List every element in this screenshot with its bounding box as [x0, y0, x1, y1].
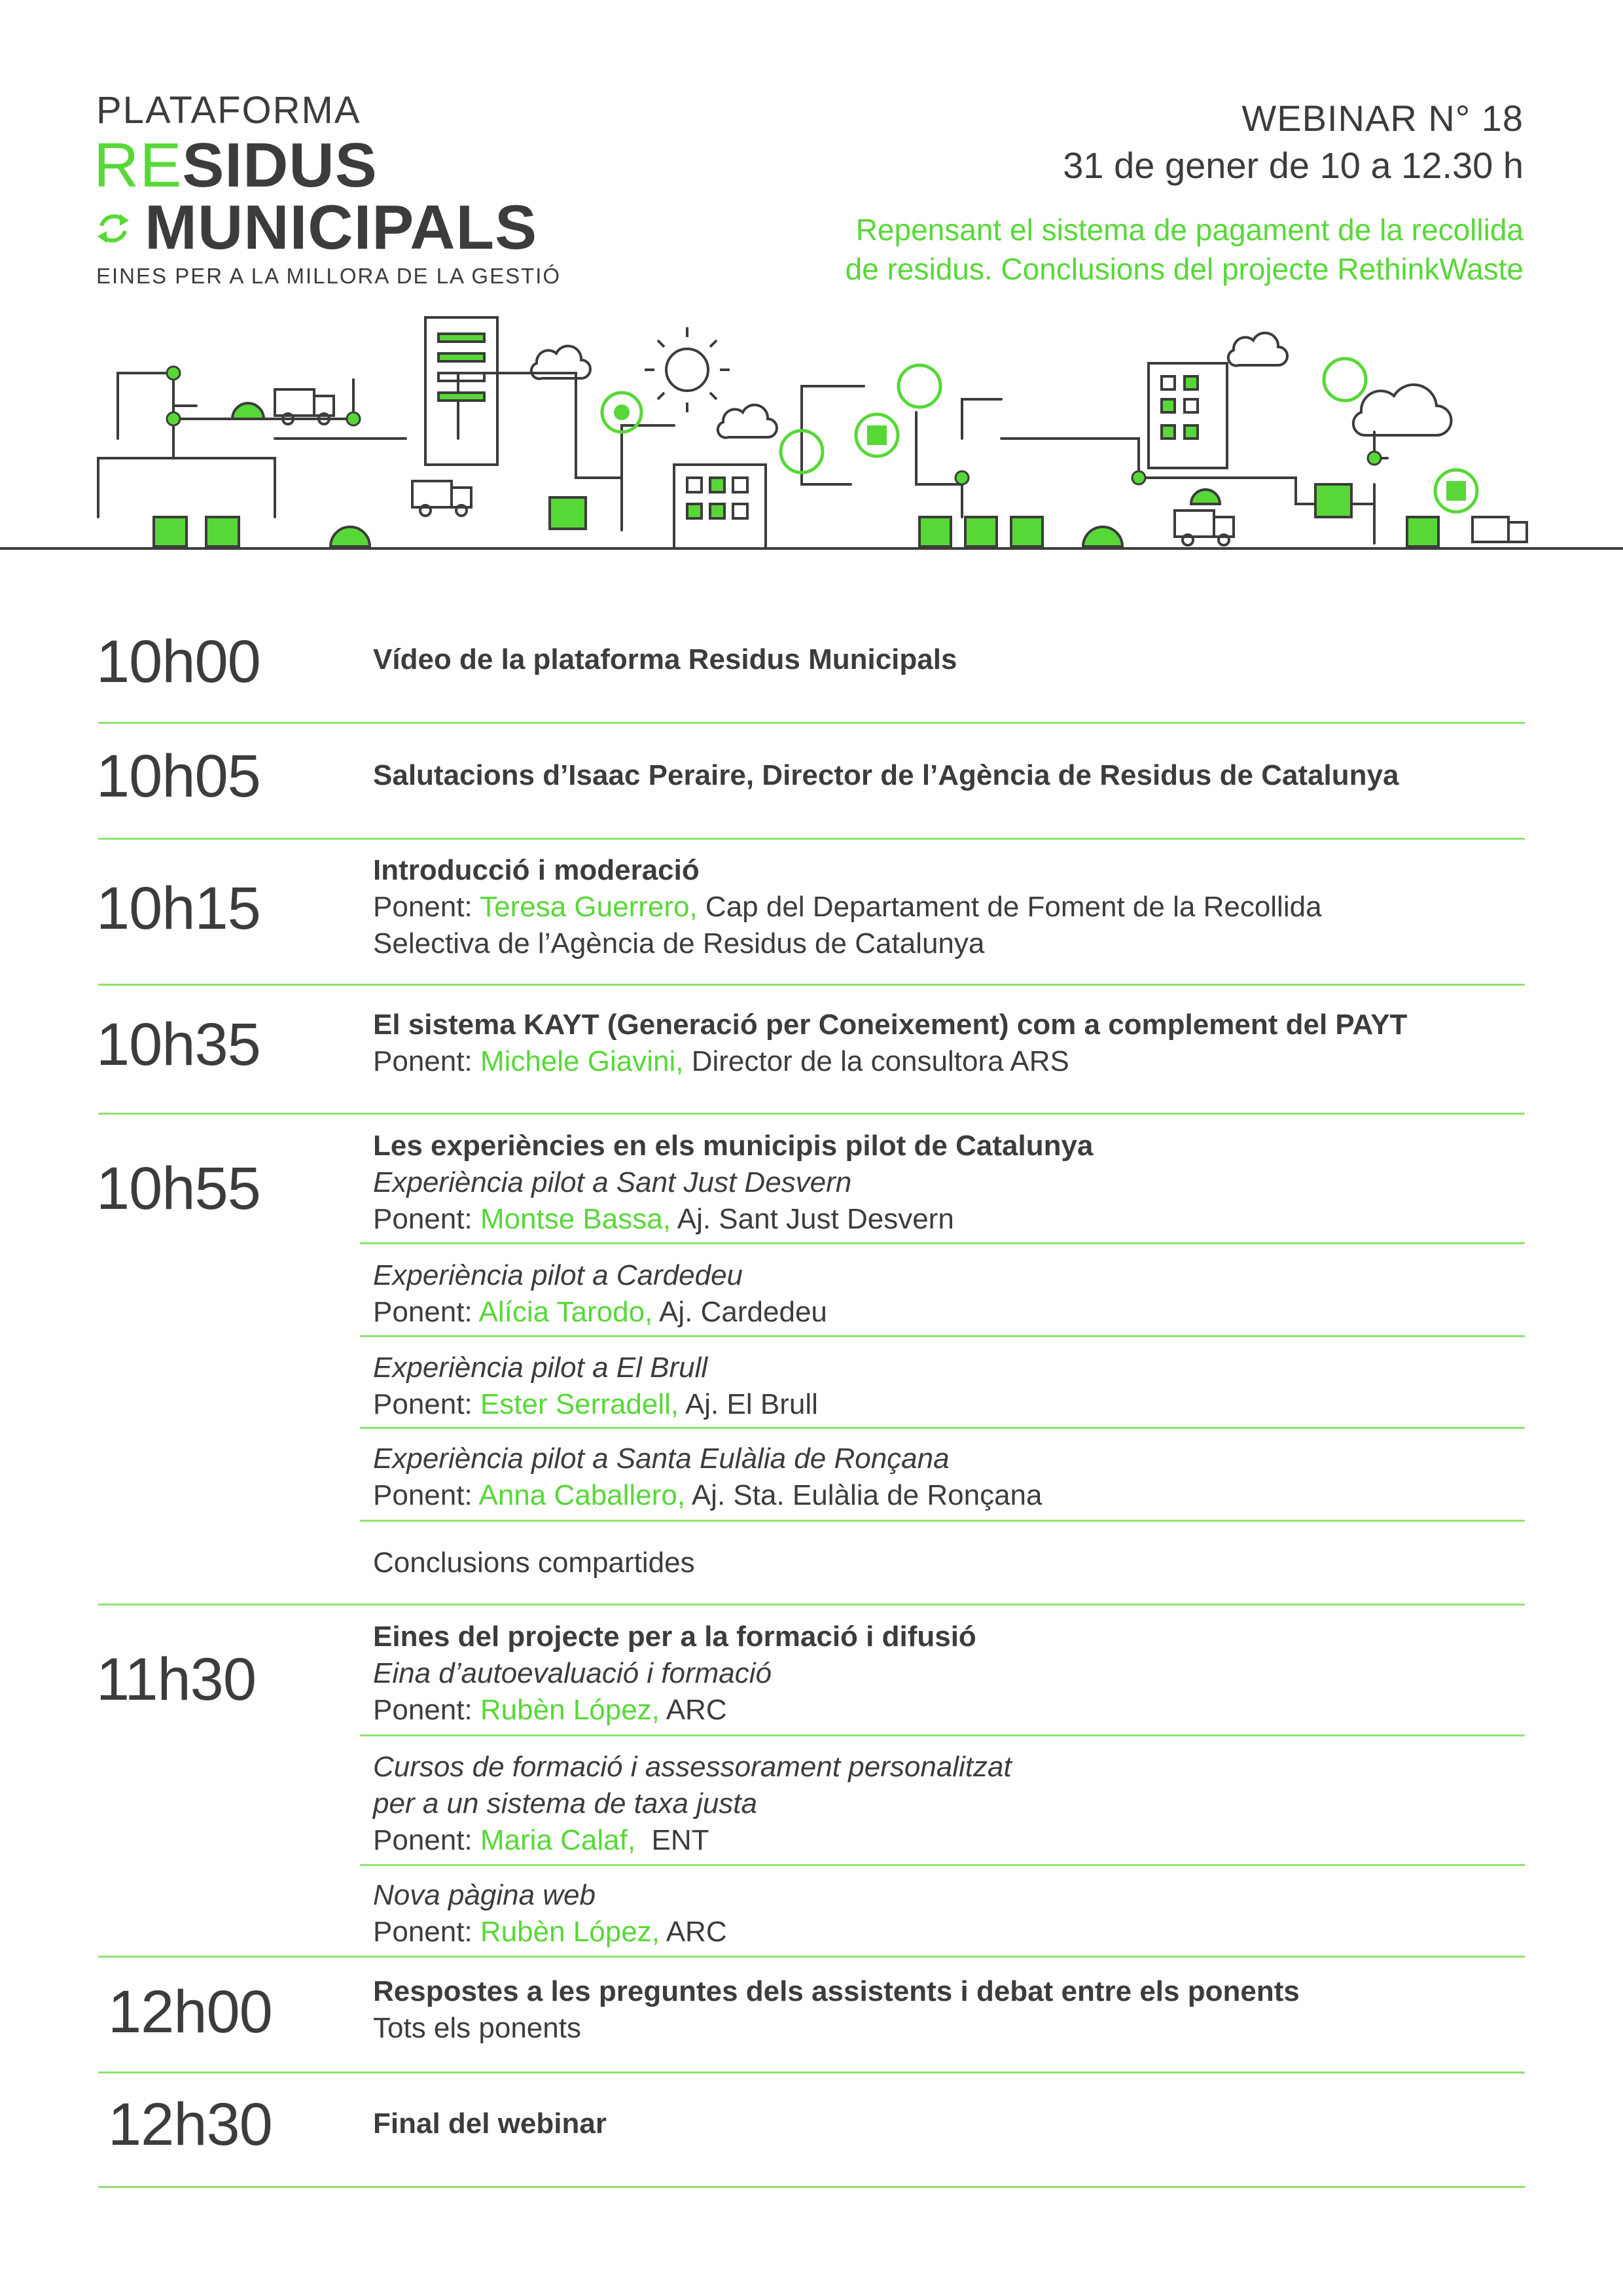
- session-experiencies: [373, 1128, 1525, 1238]
- time-10h35: 10h35: [96, 1011, 260, 1078]
- speaker-role: ARC: [659, 1916, 727, 1948]
- webinar-subtitle: [607, 211, 1524, 289]
- divider: [98, 722, 1525, 724]
- ponent-label: Ponent:: [373, 1916, 480, 1948]
- session-introduccio: [373, 852, 1525, 962]
- speaker-role: Aj. El Brull: [679, 1388, 818, 1420]
- city-waste-illustration: [0, 308, 1623, 556]
- pilot-subtitle: Experiència pilot a Cardedeu: [373, 1259, 743, 1291]
- divider: [98, 838, 1525, 840]
- conclusions: [373, 1545, 1525, 1581]
- divider: [360, 1242, 1525, 1244]
- time-12h30: 12h30: [108, 2091, 272, 2158]
- speaker-name: Alícia Tarodo,: [478, 1296, 653, 1328]
- speaker-name: Rubèn López,: [480, 1694, 660, 1726]
- webinar-date: 31 de gener de 10 a 12.30 h: [1063, 145, 1524, 186]
- session-video: [373, 641, 1525, 678]
- session-salutacions: [373, 757, 1525, 794]
- ponent-label: Ponent:: [373, 1479, 479, 1511]
- logo-line-plataforma: PLATAFORMA: [96, 89, 361, 132]
- time-10h55: 10h55: [96, 1155, 260, 1222]
- pilot-cardedeu: [373, 1257, 1525, 1331]
- session-title: Salutacions d’Isaac Peraire, Director de l’Agència de Residus de Catalunya: [373, 759, 1399, 791]
- session-title: Respostes a les preguntes dels assistents i debat entre els ponents: [373, 1975, 1300, 2007]
- ponent-label: Ponent:: [373, 1388, 480, 1420]
- divider: [98, 1604, 1525, 1605]
- time-10h15: 10h15: [96, 875, 260, 942]
- ponent-label: Ponent:: [373, 1203, 480, 1235]
- webinar-subtitle-line1: Repensant el sistema de pagament de la recollida: [855, 213, 1524, 247]
- session-title: Eines del projecte per a la formació i difusió: [373, 1621, 976, 1653]
- divider: [98, 1113, 1525, 1115]
- icon-nodes: [167, 359, 1477, 512]
- session-detail: Tots els ponents: [373, 2012, 581, 2044]
- ponent-label: Ponent:: [373, 891, 480, 923]
- divider: [360, 1427, 1525, 1429]
- time-11h30: 11h30: [96, 1646, 257, 1713]
- session-ponent: [373, 1043, 1525, 1080]
- speaker-name: Montse Bassa,: [480, 1203, 671, 1235]
- waste-bins-icon: [154, 403, 1438, 547]
- cloud-icon: [531, 333, 1452, 438]
- pilot-subtitle: Experiència pilot a El Brull: [373, 1352, 708, 1384]
- logo-re-green: RE: [94, 130, 183, 200]
- speaker-name: Michele Giavini,: [480, 1045, 684, 1077]
- divider: [360, 1734, 1525, 1736]
- tool-web: [373, 1877, 1525, 1950]
- pilot-subtitle: Experiència pilot a Santa Eulàlia de Ronçana: [373, 1443, 950, 1475]
- session-title: Les experiències en els municipis pilot de Catalunya: [373, 1130, 1094, 1162]
- speaker-role: Cap del Departament de Foment de la Recollida: [697, 891, 1322, 923]
- divider: [98, 1956, 1525, 1958]
- session-eines: [373, 1619, 1525, 1729]
- speaker-role: Aj. Sant Just Desvern: [670, 1203, 954, 1235]
- webinar-number: WEBINAR N° 18: [1241, 98, 1524, 139]
- session-ponent: [373, 1914, 1525, 1950]
- speaker-role: ENT: [635, 1824, 709, 1856]
- session-ponent: [373, 1477, 1525, 1514]
- session-title: El sistema KAYT (Generació per Coneixement) com a complement del PAYT: [373, 1009, 1408, 1041]
- divider: [98, 984, 1525, 986]
- session-ponent: [373, 1386, 1525, 1423]
- session-respostes: [373, 1973, 1525, 2047]
- speaker-role: ARC: [659, 1694, 727, 1726]
- pilot-subtitle: Experiència pilot a Sant Just Desvern: [373, 1166, 852, 1198]
- speaker-name: Ester Serradell,: [480, 1388, 679, 1420]
- pilot-el-brull: [373, 1350, 1525, 1423]
- sun-icon: [645, 327, 730, 412]
- session-ponent: [373, 1692, 1525, 1729]
- tool-subtitle: Nova pàgina web: [373, 1879, 596, 1911]
- speaker-role: Aj. Sta. Eulàlia de Ronçana: [685, 1479, 1043, 1511]
- truck-icon: [275, 389, 1527, 545]
- recycle-icon: [94, 209, 133, 248]
- session-ponent: [373, 1201, 1525, 1238]
- divider: [360, 1864, 1525, 1866]
- session-kayt: [373, 1007, 1525, 1080]
- logo-sidus: SIDUS: [182, 130, 378, 200]
- tool-subtitle-cont: per a un sistema de taxa justa: [373, 1787, 757, 1820]
- pilot-santa-eulalia: [373, 1441, 1525, 1514]
- buildings-icon: [425, 317, 1227, 548]
- session-ponent: [373, 1822, 1525, 1859]
- tool-subtitle: Eina d’autoevaluació i formació: [373, 1657, 772, 1689]
- logo-line-municipals: [94, 192, 538, 262]
- session-title: Vídeo de la plataforma Residus Municipals: [373, 643, 957, 675]
- session-ponent: [373, 1294, 1525, 1331]
- session-ponent: [373, 889, 1525, 925]
- logo-line-residus: [94, 130, 378, 200]
- divider: [98, 2186, 1525, 2188]
- session-title: Introducció i moderació: [373, 854, 700, 886]
- speaker-role: Aj. Cardedeu: [652, 1296, 827, 1328]
- speaker-name: Teresa Guerrero,: [480, 891, 698, 923]
- webinar-subtitle-line2: de residus. Conclusions del projecte RethinkWaste: [845, 251, 1524, 286]
- session-title: Final del webinar: [373, 2108, 607, 2140]
- ponent-label: Ponent:: [373, 1296, 479, 1328]
- ponent-label: Ponent:: [373, 1824, 480, 1856]
- speaker-name: Anna Caballero,: [478, 1479, 686, 1511]
- divider: [98, 2072, 1525, 2073]
- time-10h00: 10h00: [96, 628, 260, 695]
- logo-tagline: EINES PER A LA MILLORA DE LA GESTIÓ: [96, 264, 562, 288]
- time-12h00: 12h00: [108, 1979, 272, 2045]
- conclusions-text: Conclusions compartides: [373, 1547, 695, 1579]
- divider: [360, 1335, 1525, 1337]
- speaker-role-cont: Selectiva de l’Agència de Residus de Catalunya: [373, 927, 985, 960]
- divider: [360, 1520, 1525, 1522]
- ponent-label: Ponent:: [373, 1694, 480, 1726]
- session-final: [373, 2106, 1525, 2142]
- speaker-name: Maria Calaf,: [480, 1824, 636, 1856]
- time-10h05: 10h05: [96, 743, 260, 810]
- logo-municipals-text: MUNICIPALS: [145, 192, 538, 262]
- speaker-name: Rubèn López,: [480, 1916, 660, 1948]
- speaker-role: Director de la consultora ARS: [683, 1045, 1069, 1077]
- tool-subtitle: Cursos de formació i assessorament personalitzat: [373, 1751, 1012, 1783]
- ponent-label: Ponent:: [373, 1045, 480, 1077]
- tool-cursos: [373, 1749, 1525, 1859]
